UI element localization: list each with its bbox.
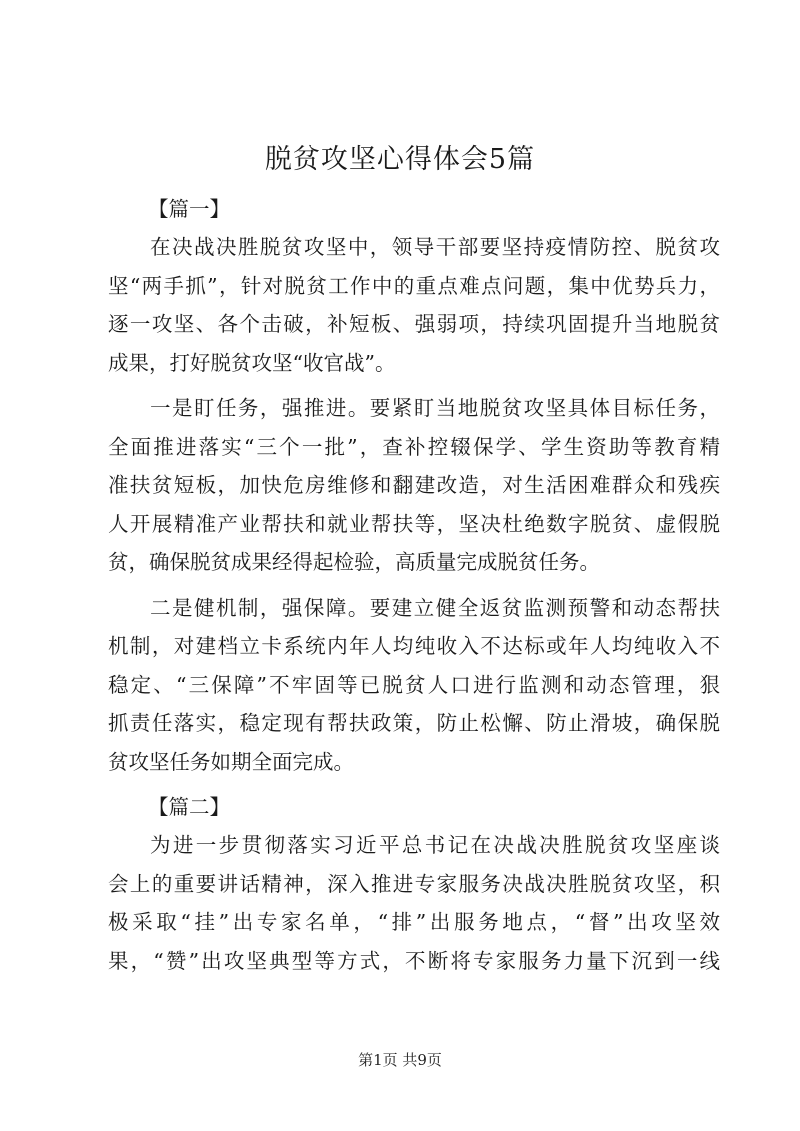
document-body — [108, 190, 720, 987]
text-line: 贫攻坚任务如期全面完成。 — [108, 749, 354, 774]
section-label: 【篇二】 — [148, 795, 230, 819]
text-line: 果，“赞”出攻坚典型等方式，不断将专家服务力量下沉到一线 — [108, 948, 720, 973]
text-line: 极采取“挂”出专家名单，“排”出服务地点，“督”出攻坚效 — [108, 910, 720, 934]
text-line: 逐一攻坚、各个击破，补短板、强弱项，持续巩固提升当地脱贫 — [108, 312, 720, 336]
text-line: 全面推进落实“三个一批”，查补控辍保学、学生资助等教育精 — [108, 434, 720, 459]
text-line: 会上的重要讲话精神，深入推进专家服务决战决胜脱贫攻坚，积 — [108, 871, 720, 896]
section-2 — [108, 788, 720, 980]
text-line: 机制，对建档立卡系统内年人均纯收入不达标或年人均纯收入不 — [108, 634, 720, 658]
text-line: 为进一步贯彻落实习近平总书记在决战决胜脱贫攻坚座谈 — [150, 833, 720, 857]
paragraph — [108, 228, 720, 382]
paragraph — [108, 826, 720, 980]
text-line: 成果，打好脱贫攻坚“收官战”。 — [108, 350, 396, 375]
paragraph — [108, 589, 720, 782]
text-line: 在决战决胜脱贫攻坚中，领导干部要坚持疫情防控、脱贫攻 — [150, 235, 720, 259]
page-number-footer: 第1页 共9页 — [358, 1051, 442, 1069]
text-line: 抓责任落实，稳定现有帮扶政策，防止松懈、防止滑坡，确保脱 — [108, 711, 720, 735]
text-line: 一是盯任务，强推进。要紧盯当地脱贫攻坚具体目标任务， — [150, 396, 720, 420]
section-1 — [108, 190, 720, 781]
paragraph — [108, 389, 720, 582]
text-line: 准扶贫短板，加快危房维修和翻建改造，对生活困难群众和残疾 — [108, 473, 720, 497]
text-line: 人开展精准产业帮扶和就业帮扶等，坚决杜绝数字脱贫、虚假脱 — [108, 511, 720, 536]
text-line: 二是健机制，强保障。要建立健全返贫监测预警和动态帮扶 — [150, 595, 720, 620]
text-line: 贫，确保脱贫成果经得起检验，高质量完成脱贫任务。 — [108, 550, 600, 574]
text-line: 稳定、“三保障”不牢固等已脱贫人口进行监测和动态管理，狠 — [108, 672, 720, 697]
document-title: 脱贫攻坚心得体会5篇 — [264, 144, 536, 175]
text-line: 坚“两手抓”，针对脱贫工作中的重点难点问题，集中优势兵力， — [108, 273, 720, 298]
section-label: 【篇一】 — [148, 197, 230, 221]
